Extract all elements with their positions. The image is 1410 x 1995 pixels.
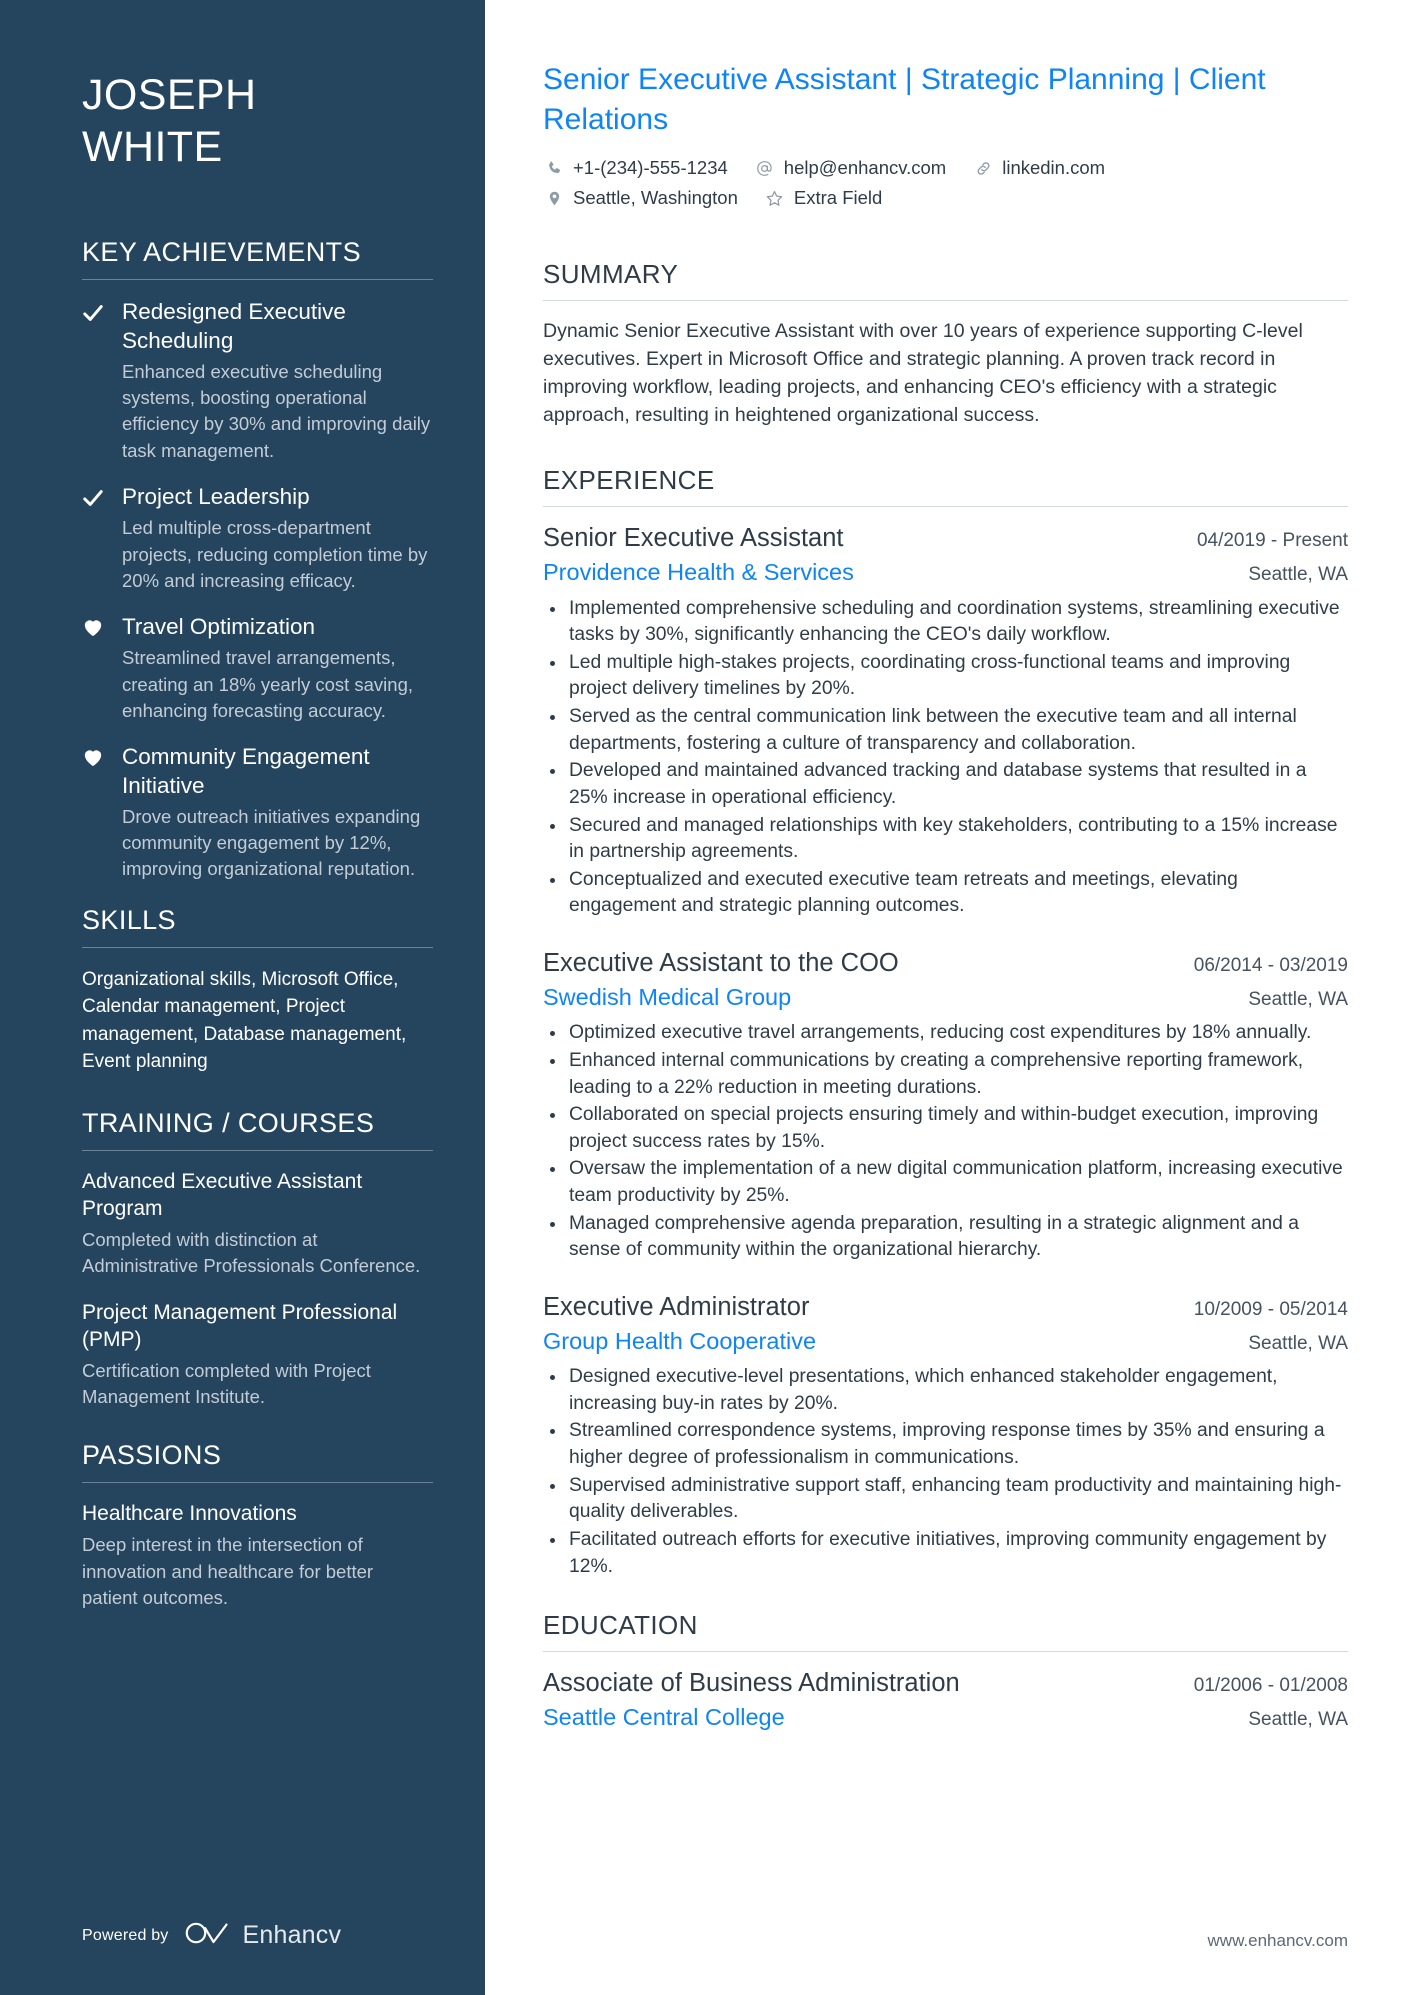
skills-text: Organizational skills, Microsoft Office, Calendar management, Project management, Database management, Event planning bbox=[82, 968, 407, 1073]
contact-phone-text: +1-(234)-555-1234 bbox=[573, 157, 728, 179]
summary-text: Dynamic Senior Executive Assistant with over 10 years of experience supporting C-level executives. Expert in Microsoft Office and strategic planning. A proven track record in improving workflow, leading projects, and enhancing CEO's efficiency with a strategic approach, resulting in heightened organizational success. bbox=[543, 319, 1303, 427]
achievement-title: Travel Optimization bbox=[122, 614, 315, 640]
job-dates: 04/2019 - Present bbox=[1196, 530, 1348, 552]
job-role: Senior Executive Assistant bbox=[543, 524, 844, 553]
heart-icon bbox=[82, 743, 122, 771]
job-bullet: Supervised administrative support staff, enhancing team productivity and maintaining high-quality deliverables. bbox=[543, 1473, 1348, 1526]
job-bullet: Led multiple high-stakes projects, coordinating cross-functional teams and improving project delivery timelines by 20%. bbox=[543, 650, 1348, 703]
divider bbox=[82, 1150, 433, 1151]
job-role: Executive Administrator bbox=[543, 1292, 810, 1321]
section-summary bbox=[543, 259, 1348, 429]
contact-linkedin-text: linkedin.com bbox=[1002, 157, 1106, 179]
education-dates: 01/2006 - 01/2008 bbox=[1193, 1675, 1348, 1697]
contact-email[interactable] bbox=[754, 155, 946, 181]
job-bullet: Enhanced internal communications by creating a comprehensive reporting framework, leading to a 22% reduction in meeting durations. bbox=[543, 1048, 1348, 1101]
job-bullet: Designed executive-level presentations, which enhanced stakeholder engagement, increasing buy-in rates by 20%. bbox=[543, 1364, 1348, 1417]
heart-icon bbox=[82, 613, 122, 641]
passion-description: Deep interest in the intersection of innovation and healthcare for better patient outcomes. bbox=[82, 1534, 374, 1608]
education-school[interactable]: Seattle Central College bbox=[543, 1704, 785, 1731]
job-bullets bbox=[543, 1020, 1348, 1264]
job-bullet: Managed comprehensive agenda preparation, resulting in a strategic alignment and a sense of community within the organizational hierarchy. bbox=[543, 1211, 1348, 1264]
job-company[interactable]: Group Health Cooperative bbox=[543, 1327, 817, 1354]
name-last: WHITE bbox=[82, 122, 223, 171]
section-title-key-achievements: KEY ACHIEVEMENTS bbox=[82, 237, 361, 268]
achievement-item bbox=[82, 483, 433, 594]
job-location: Seattle, WA bbox=[1248, 988, 1348, 1010]
contact-extra-field[interactable] bbox=[764, 185, 882, 211]
achievement-description: Led multiple cross-department projects, reducing completion time by 20% and increasing efficacy. bbox=[122, 517, 428, 591]
star-icon bbox=[764, 187, 786, 209]
training-description: Certification completed with Project Management Institute. bbox=[82, 1359, 371, 1408]
at-icon bbox=[754, 157, 776, 179]
divider bbox=[543, 300, 1348, 301]
achievement-item bbox=[82, 743, 433, 882]
job-location: Seattle, WA bbox=[1248, 564, 1348, 586]
page-title: Senior Executive Assistant | Strategic Planning | Client Relations bbox=[543, 63, 1266, 136]
job-bullets bbox=[543, 596, 1348, 921]
education-location: Seattle, WA bbox=[1248, 1709, 1348, 1731]
section-title-training-courses: TRAINING / COURSES bbox=[82, 1107, 375, 1138]
job-bullet: Served as the central communication link between the executive team and all internal departments, fostering a culture of transparency and collaboration. bbox=[543, 704, 1348, 757]
section-key-achievements bbox=[82, 237, 433, 883]
contact-email-text: help@enhancv.com bbox=[783, 157, 947, 179]
job-company[interactable]: Swedish Medical Group bbox=[543, 983, 792, 1010]
achievement-title: Community Engagement Initiative bbox=[122, 744, 370, 798]
powered-by-label: Powered by bbox=[82, 1926, 169, 1944]
enhancv-logo bbox=[185, 1920, 342, 1951]
location-pin-icon bbox=[543, 187, 565, 209]
achievement-title: Project Leadership bbox=[122, 483, 310, 509]
divider bbox=[543, 1651, 1348, 1652]
achievement-title: Redesigned Executive Scheduling bbox=[122, 299, 346, 353]
experience-item bbox=[543, 1292, 1348, 1580]
job-bullet: Implemented comprehensive scheduling and coordination systems, streamlining executive tasks by 30%, significantly enhancing the CEO's daily workflow. bbox=[543, 596, 1348, 649]
job-company[interactable]: Providence Health & Services bbox=[543, 559, 854, 586]
job-bullet: Oversaw the implementation of a new digital communication platform, increasing executive team productivity by 25%. bbox=[543, 1156, 1348, 1209]
contact-phone[interactable] bbox=[543, 155, 728, 181]
training-description: Completed with distinction at Administrative Professionals Conference. bbox=[82, 1228, 421, 1276]
check-icon bbox=[82, 483, 122, 513]
job-bullet: Optimized executive travel arrangements, reducing cost expenditures by 18% annually. bbox=[543, 1020, 1348, 1047]
section-title-education: EDUCATION bbox=[543, 1610, 698, 1641]
contact-row-1 bbox=[543, 155, 1348, 181]
training-title: Project Management Professional (PMP) bbox=[82, 1301, 398, 1352]
name-first: JOSEPH bbox=[82, 71, 257, 119]
divider bbox=[82, 1482, 433, 1483]
contact-row-2 bbox=[543, 185, 1348, 211]
sidebar-footer bbox=[0, 1920, 485, 1995]
divider bbox=[543, 506, 1348, 507]
section-title-summary: SUMMARY bbox=[543, 258, 679, 289]
check-icon bbox=[82, 298, 122, 328]
section-title-passions: PASSIONS bbox=[82, 1440, 222, 1471]
experience-item bbox=[543, 948, 1348, 1264]
section-education bbox=[543, 1610, 1348, 1732]
job-bullet: Secured and managed relationships with key stakeholders, contributing to a 15% increase in partnership agreements. bbox=[543, 813, 1348, 866]
training-item bbox=[82, 1300, 433, 1410]
experience-item bbox=[543, 523, 1348, 920]
sidebar bbox=[0, 0, 485, 1995]
divider bbox=[82, 279, 433, 280]
job-dates: 06/2014 - 03/2019 bbox=[1193, 955, 1348, 977]
divider bbox=[82, 947, 433, 948]
job-role: Executive Assistant to the COO bbox=[543, 949, 899, 978]
enhancv-mark-icon bbox=[185, 1920, 231, 1951]
section-experience bbox=[543, 465, 1348, 1580]
passion-title: Healthcare Innovations bbox=[82, 1502, 297, 1526]
job-dates: 10/2009 - 05/2014 bbox=[1193, 1298, 1348, 1320]
achievement-description: Drove outreach initiatives expanding community engagement by 12%, improving organizational reputation. bbox=[122, 805, 421, 880]
education-item bbox=[543, 1668, 1348, 1732]
section-skills bbox=[82, 905, 433, 1076]
job-location: Seattle, WA bbox=[1248, 1332, 1348, 1354]
section-passions bbox=[82, 1440, 433, 1611]
job-bullets bbox=[543, 1364, 1348, 1580]
section-title-skills: SKILLS bbox=[82, 904, 176, 935]
education-degree: Associate of Business Administration bbox=[543, 1669, 960, 1698]
candidate-name bbox=[82, 70, 433, 173]
main-footer bbox=[543, 1931, 1348, 1995]
job-bullet: Conceptualized and executed executive team retreats and meetings, elevating engagement and strategic planning outcomes. bbox=[543, 867, 1348, 920]
training-title: Advanced Executive Assistant Program bbox=[82, 1169, 363, 1220]
section-title-experience: EXPERIENCE bbox=[543, 465, 715, 496]
link-icon bbox=[972, 157, 994, 179]
achievement-item bbox=[82, 298, 433, 464]
achievement-description: Streamlined travel arrangements, creating an 18% yearly cost saving, enhancing forecasting accuracy. bbox=[122, 647, 414, 721]
phone-icon bbox=[543, 157, 565, 179]
job-bullet: Facilitated outreach efforts for executive initiatives, improving community engagement by 12%. bbox=[543, 1527, 1348, 1580]
contact-extra-field-text: Extra Field bbox=[793, 187, 883, 209]
main-content bbox=[485, 0, 1410, 1995]
contact-linkedin[interactable] bbox=[972, 155, 1105, 181]
contact-location[interactable] bbox=[543, 185, 738, 211]
job-bullet: Streamlined correspondence systems, improving response times by 35% and ensuring a higher degree of professionalism in communications. bbox=[543, 1418, 1348, 1471]
passion-item bbox=[82, 1501, 433, 1611]
training-item bbox=[82, 1169, 433, 1279]
section-training-courses bbox=[82, 1108, 433, 1411]
contact-info bbox=[543, 155, 1348, 211]
footer-url[interactable]: www.enhancv.com bbox=[1207, 1931, 1348, 1950]
enhancv-wordmark: Enhancv bbox=[242, 1921, 342, 1949]
job-bullet: Collaborated on special projects ensuring timely and within-budget execution, improving project success rates by 15%. bbox=[543, 1102, 1348, 1155]
achievement-description: Enhanced executive scheduling systems, boosting operational efficiency by 30% and improving daily task management. bbox=[122, 360, 431, 461]
contact-location-text: Seattle, Washington bbox=[573, 187, 738, 209]
achievement-item bbox=[82, 613, 433, 724]
job-bullet: Developed and maintained advanced tracking and database systems that resulted in a 25% increase in operational efficiency. bbox=[543, 758, 1348, 811]
